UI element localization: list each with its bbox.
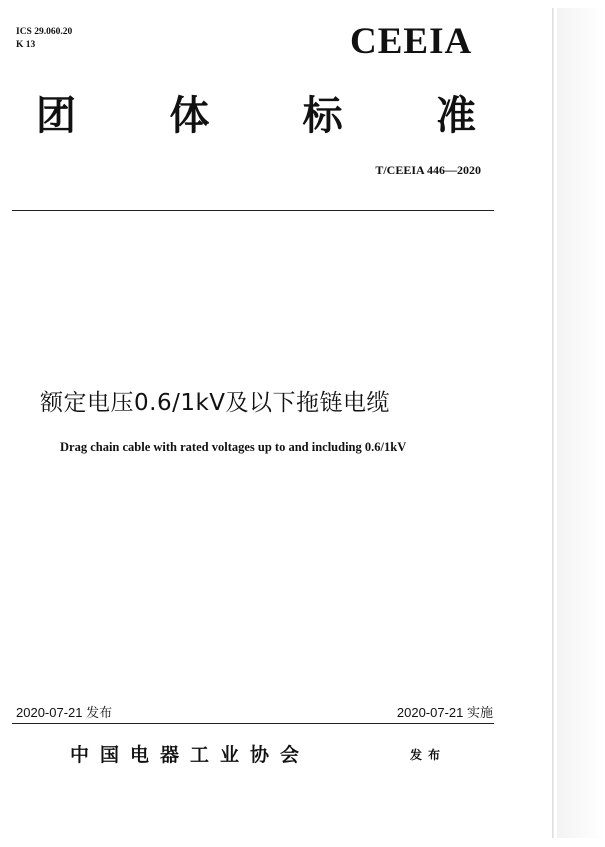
organization-logo: CEEIA [350, 21, 473, 62]
publish-label: 发布 [410, 748, 447, 762]
standard-type-char: 准 [435, 92, 476, 139]
publisher-name: 中国电器工业协会 [70, 744, 311, 766]
issue-date: 2020-07-21 发布 [16, 705, 113, 720]
page-edge-shadow [557, 8, 605, 838]
implementation-date: 2020-07-21 实施 [396, 705, 493, 720]
header-divider [12, 210, 494, 211]
standard-type-char: 团 [36, 92, 76, 139]
document-title-chinese: 额定电压0.6/1kV及以下拖链电缆 [40, 390, 391, 416]
standard-type-char: 标 [302, 92, 343, 139]
footer-divider [12, 723, 494, 724]
page-edge-line [552, 8, 554, 838]
standard-number: T/CEEIA 446—2020 [375, 163, 481, 177]
ccs-code: K 13 [16, 40, 36, 50]
standard-type-heading [36, 92, 476, 140]
document-title-english: Drag chain cable with rated voltages up to and including 0.6/1kV [60, 440, 407, 454]
standard-type-char: 体 [169, 92, 210, 139]
classification-codes [16, 26, 72, 52]
ics-code: ICS 29.060.20 [16, 27, 73, 37]
